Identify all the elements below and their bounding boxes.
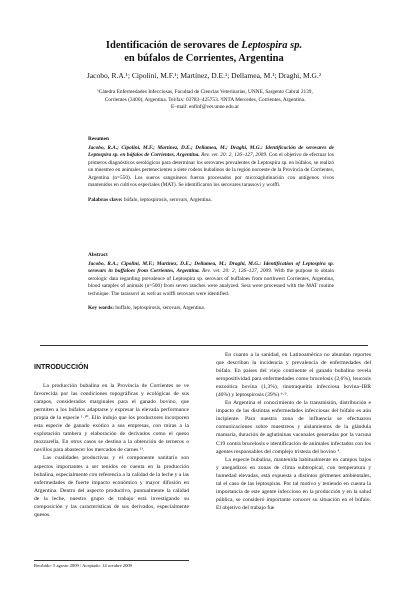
resumen-keywords <box>88 197 334 205</box>
article-title <box>40 39 368 65</box>
resumen-block <box>88 136 334 204</box>
abstract-text: With the purpose to obtain serologic data regarding prevalence of Leptospira sp. serovars of buffaloes from northwest Corrientes, Argentina, blood samples of animals (n=500) from seven ranches were analyzed. Sera were processed with the MAT routine technique. The tarassovi as well as wolffi serovars were identified. <box>88 268 334 297</box>
paragraph: Las cualidades productivas y el componente sanitario son aspectos importantes a ser tenidos en cuenta en la producción bubalina, especialmente con referencia a la calidad de la leche y a las enfermedades de fuerte impacto económico y mayor difusión en Argentina. Dentro del aspecto productivo, puntualmente la calidad de la leche, nuestro grupo de trabajo está investigando su composición y las características de sus derivados, especialmente quesos. <box>34 455 189 518</box>
title-line-2: en búfalos de Corrientes, Argentina <box>124 53 284 64</box>
keywords-label: Key words: <box>88 305 115 311</box>
keywords-text: buffalo, leptospirosis, serovars, Argentina. <box>115 305 206 311</box>
resumen-body <box>88 145 334 190</box>
paragraph: La especie bubalina, mantenida habitualmente en campos bajos y anegadizos en zonas de clima subtropical, con temperatura y humedad elevadas, está expuesta a distintos gérmenes ambientales, tal el caso de las leptospiras. Por tal motivo y teniendo en cuenta la importancia de este agente infeccioso en la producción y en la salud pública, se consideró importante conocer su situación en el búfalo. El objetivo del trabajo fue <box>216 456 371 511</box>
resumen-text: Con el objetivo de efectuar los primeros diagnósticos serológicos para determinar los serovares prevalentes de Leptospira sp. en búfalos, se realizó un muestreo en animales pertenecientes a siete rodeos bubalinos de la región noroeste de la Provincia de Corrientes, Argentina (n=550). Los sueros sanguíneos fueron procesados por microaglutinación con antígenos vivos mantenidos en cultivos especiales (MAT). Se identificaron los serovares tarassovi y wolffi. <box>88 152 334 188</box>
affiliation-line: Corrientes (3400), Argentina. Tel/fax: 03783–425753. ²INTA Mercedes, Corrientes, Argentina. <box>104 96 306 103</box>
section-divider <box>40 345 368 346</box>
title-text: Identificación de serovares de <box>105 40 242 51</box>
paragraph: La producción bubalina en la Provincia de Corrientes se ve favorecida por las condiciones topográficas y ecológicas de sus campos, considerados marginales para el ganado bovino, que permiten a los búfalos adaptarse y expresar la elevada performance propia de la especie ¹·¹⁰. Ello indujo que los productores incorporen esta especie de ganado exótico a sus empresas, con miras a la explotación tambera y elaboración de derivados como el queso mozzarella. En otros casos se destina a la obtención de terneros o novillos para abastecer los mercados de carnes ¹¹. <box>34 383 189 454</box>
abstract-keywords <box>88 305 334 313</box>
resumen-heading: Resumen <box>88 136 109 142</box>
resumen-reference: Rev. vet. 20: 2, 126–127, 2009. <box>201 152 268 158</box>
left-column <box>34 356 189 519</box>
keywords-text: búfalo, leptospirosis, serovars, Argentina. <box>123 196 212 203</box>
resumen-citation: Jacobo, R.A.; Cipolini, M.F.; Martínez, D.E.; Dellamea, M.; Draghi, M.G.: Identificación de serovares de Leptospira sp. en búfalos de Corrientes, Argentina. <box>88 144 334 158</box>
abstract-block <box>88 252 334 313</box>
affiliation-line: ¹Cátedra Enfermedades Infecciosas, Facultad de Ciencias Veterinarias, UNNE, Sargento Cabral 2139, <box>97 89 313 95</box>
abstract-citation: Jacobo, R.A.; Cipolini, M.F.; Martínez, D.E.; Dellamea, M.; Draghi, M.G.: Identification of Leptospira sp. serovars in buffaloes from Corrientes, Argentina. <box>88 260 334 274</box>
email-line: E–mail: enfinf@vet.unne.edu.ar <box>170 104 240 111</box>
title-genus: Leptospira sp. <box>241 40 303 51</box>
abstract-reference: Rev. vet. 20: 2, 126–127, 2009. <box>202 268 273 274</box>
paragraph: En Argentina el conocimiento de la transmisión, distribución e impacto de las distintas enfermedades infecciosas del búfalo es aún incipiente. Para nuestra zona de influencia se efectuaron comunicaciones sobre muestreos y aislamientos de la glándula mamaria, duración de aglutininas vacunales generadas por la vacuna C19 contra brucelosis e identificación de animales infectados con los agentes responsables del complejo tristeza del bovino ⁴. <box>216 400 371 455</box>
title-line-1 <box>40 39 368 52</box>
paragraph: En cuanto a la sanidad, en Latinoamérica no abundan reportes que describan la incidencia y prevalencia de enfermedades del búfalo. En países del viejo continente el ganado bubalino revela seropositividad para enfermedades como brucelosis (2,6%), leucosis enzoótica bovina (1,3%), rinotraqueítis infecciosa bovina–IBR (40%) y leptospirosis (39%) ⁶·⁹. <box>216 352 371 399</box>
keywords-label: Palabras clave: <box>88 196 123 203</box>
received-note: Recibido: 5 agosto 2009 / Aceptado: 14 octubre 2009 <box>34 560 189 568</box>
abstract-body <box>88 261 334 299</box>
author-list: Jacobo, R.A.¹; Cipolini, M.F.¹; Martínez, D.E.¹; Dellamea, M.¹; Draghi, M.G.² <box>86 71 322 80</box>
section-heading: INTRODUCCIÓN <box>34 364 89 371</box>
affiliations <box>70 89 340 112</box>
abstract-heading: Abstract <box>88 252 108 258</box>
right-column <box>216 351 371 512</box>
